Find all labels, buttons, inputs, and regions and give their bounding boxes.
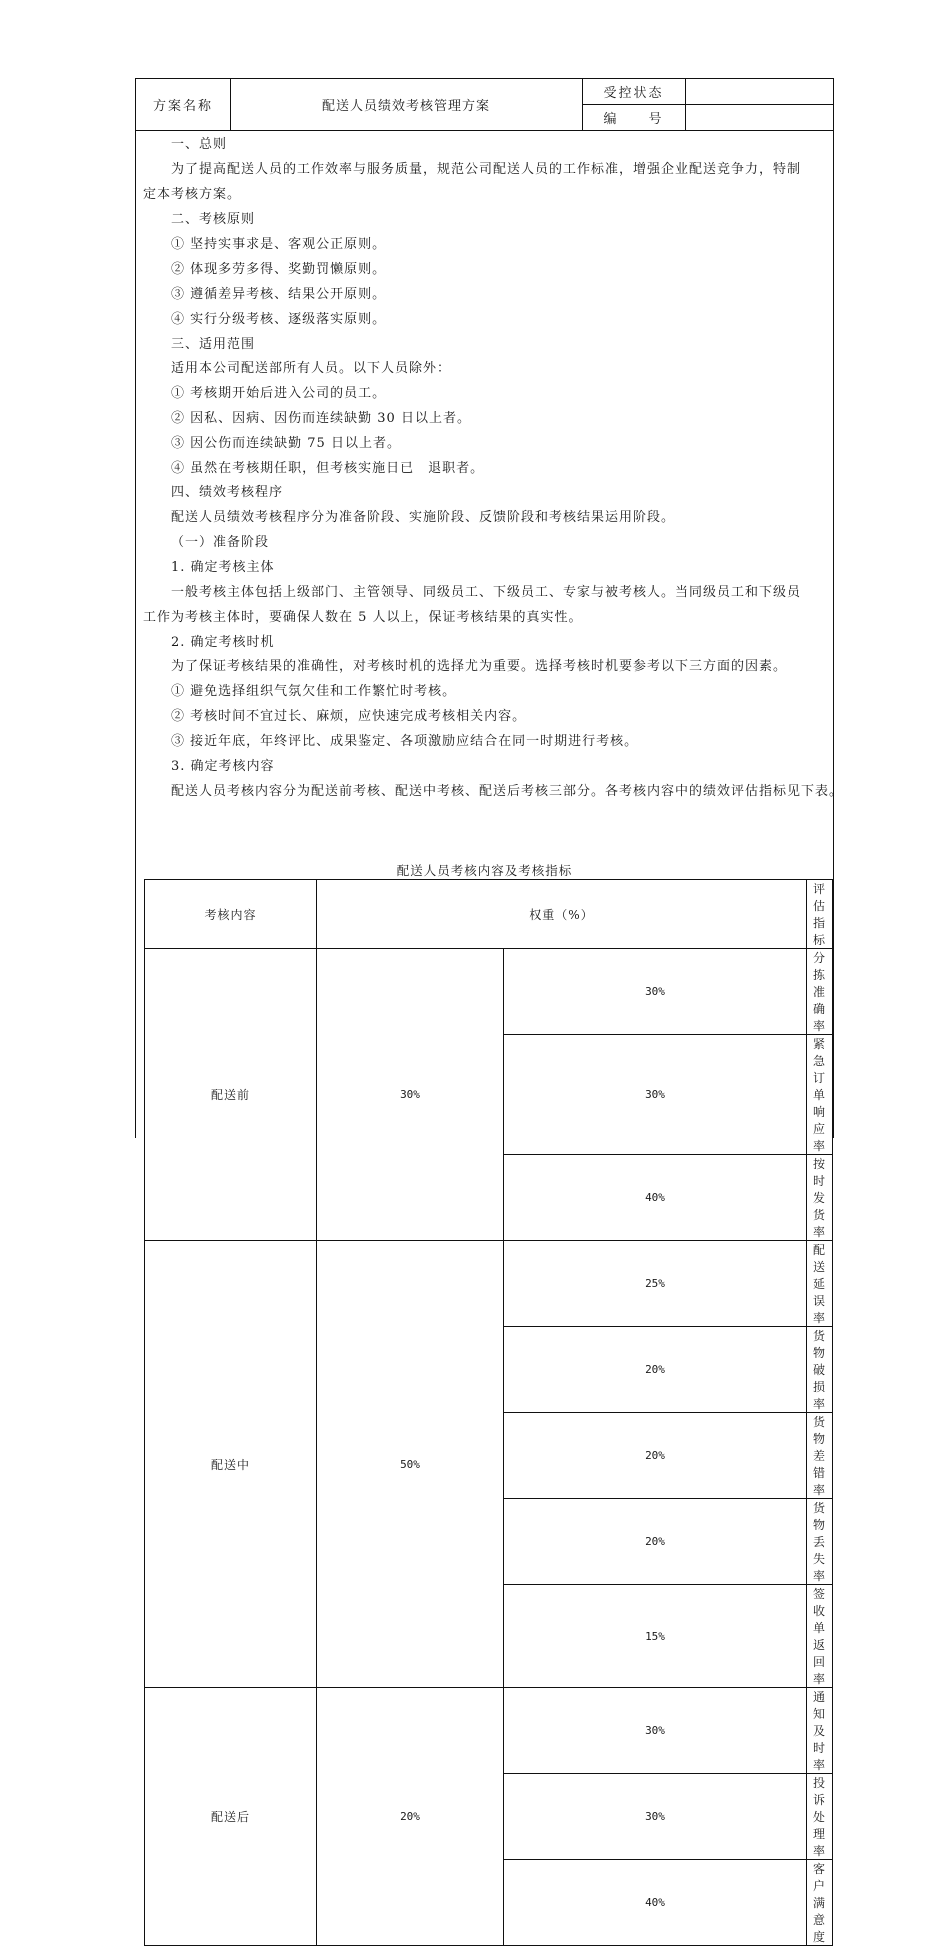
table-header-cell: 考核内容: [145, 880, 317, 949]
text-line: 配送人员考核内容分为配送前考核、配送中考核、配送后考核三部分。各考核内容中的绩效评估指标见下表。: [171, 784, 844, 799]
indicator-weight-cell: 20%: [504, 1499, 807, 1585]
indicator-weight-cell: 25%: [504, 1241, 807, 1327]
text-line: 二、考核原则: [171, 212, 256, 227]
control-status-label: 受控状态: [603, 86, 664, 101]
text-line: 1. 确定考核主体: [171, 560, 275, 575]
indicator-cell: 投诉处理率: [807, 1774, 833, 1860]
text-line: ③ 因公伤而连续缺勤 75 日以上者。: [171, 436, 401, 451]
table-header-cell: 权重（%）: [317, 880, 807, 949]
indicator-cell: 客户满意度: [807, 1860, 833, 1946]
indicator-weight-cell: 40%: [504, 1155, 807, 1241]
text-line: 工作为考核主体时，要确保人数在 5 人以上，保证考核结果的真实性。: [143, 610, 583, 625]
text-line: 定本考核方案。: [143, 187, 242, 202]
text-line: 配送人员绩效考核程序分为准备阶段、实施阶段、反馈阶段和考核结果运用阶段。: [171, 510, 676, 525]
indicator-cell: 通知及时率: [807, 1688, 833, 1774]
document-frame: [135, 78, 844, 1944]
text-line: ② 体现多劳多得、奖勤罚懒原则。: [171, 262, 387, 277]
indicator-weight-cell: 20%: [504, 1413, 807, 1499]
text-line: ① 坚持实事求是、客观公正原则。: [171, 237, 387, 252]
number-value: [685, 105, 833, 130]
table-title: 配送人员考核内容及考核指标: [396, 863, 573, 878]
text-line: 三、适用范围: [171, 337, 256, 352]
text-line: ③ 遵循差异考核、结果公开原则。: [171, 287, 387, 302]
category-cell: 配送中: [145, 1241, 317, 1688]
text-line: ④ 实行分级考核、逐级落实原则。: [171, 312, 387, 327]
category-weight-cell: 30%: [317, 949, 504, 1241]
text-line: 四、绩效考核程序: [171, 485, 284, 500]
text-line: ② 因私、因病、因伤而连续缺勤 30 日以上者。: [171, 411, 471, 426]
text-line: 一般考核主体包括上级部门、主管领导、同级员工、下级员工、专家与被考核人。当同级员工和下级员: [171, 585, 802, 600]
text-line: （一）准备阶段: [171, 535, 270, 550]
number-label: 编 号: [603, 112, 664, 127]
indicator-cell: 货物丢失率: [807, 1499, 833, 1585]
indicator-weight-cell: 15%: [504, 1585, 807, 1688]
indicator-cell: 按时发货率: [807, 1155, 833, 1241]
category-weight-cell: 50%: [317, 1241, 504, 1688]
indicator-weight-cell: 40%: [504, 1860, 807, 1946]
kpi-table: [144, 879, 833, 1946]
text-line: 为了保证考核结果的准确性，对考核时机的选择尤为重要。选择考核时机要参考以下三方面的因素。: [171, 659, 788, 674]
text-line: 2. 确定考核时机: [171, 635, 275, 650]
indicator-cell: 配送延误率: [807, 1241, 833, 1327]
indicator-cell: 分拣准确率: [807, 949, 833, 1035]
table-header-row: [145, 880, 833, 949]
indicator-weight-cell: 30%: [504, 1035, 807, 1155]
scheme-name-value: 配送人员绩效考核管理方案: [321, 99, 490, 114]
header-table: [136, 79, 833, 131]
text-line: ③ 接近年底，年终评比、成果鉴定、各项激励应结合在同一时期进行考核。: [171, 734, 639, 749]
category-cell: 配送后: [145, 1688, 317, 1946]
text-line: 3. 确定考核内容: [171, 759, 275, 774]
text-line: 适用本公司配送部所有人员。以下人员除外：: [171, 361, 452, 376]
control-status-value: [685, 79, 833, 104]
table-row: [145, 1688, 833, 1774]
table-row: [145, 949, 833, 1035]
text-line: 一、总则: [171, 137, 228, 152]
text-line: ① 考核期开始后进入公司的员工。: [171, 386, 387, 401]
indicator-cell: 签收单返回率: [807, 1585, 833, 1688]
text-line: ① 避免选择组织气氛欠佳和工作繁忙时考核。: [171, 684, 457, 699]
text-line: ② 考核时间不宜过长、麻烦，应快速完成考核相关内容。: [171, 709, 527, 724]
text-line: 为了提高配送人员的工作效率与服务质量，规范公司配送人员的工作标准，增强企业配送竞争力，特制: [171, 162, 802, 177]
category-cell: 配送前: [145, 949, 317, 1241]
category-weight-cell: 20%: [317, 1688, 504, 1946]
indicator-cell: 货物破损率: [807, 1327, 833, 1413]
indicator-weight-cell: 20%: [504, 1327, 807, 1413]
indicator-cell: 紧急订单响应率: [807, 1035, 833, 1155]
scheme-name-label: 方案名称: [152, 99, 213, 114]
indicator-weight-cell: 30%: [504, 1774, 807, 1860]
indicator-weight-cell: 30%: [504, 1688, 807, 1774]
indicator-cell: 货物差错率: [807, 1413, 833, 1499]
indicator-weight-cell: 30%: [504, 949, 807, 1035]
table-header-cell: 评估指标: [807, 880, 833, 949]
table-row: [145, 1241, 833, 1327]
text-line: ④ 虽然在考核期任职，但考核实施日已 退职者。: [171, 461, 485, 476]
